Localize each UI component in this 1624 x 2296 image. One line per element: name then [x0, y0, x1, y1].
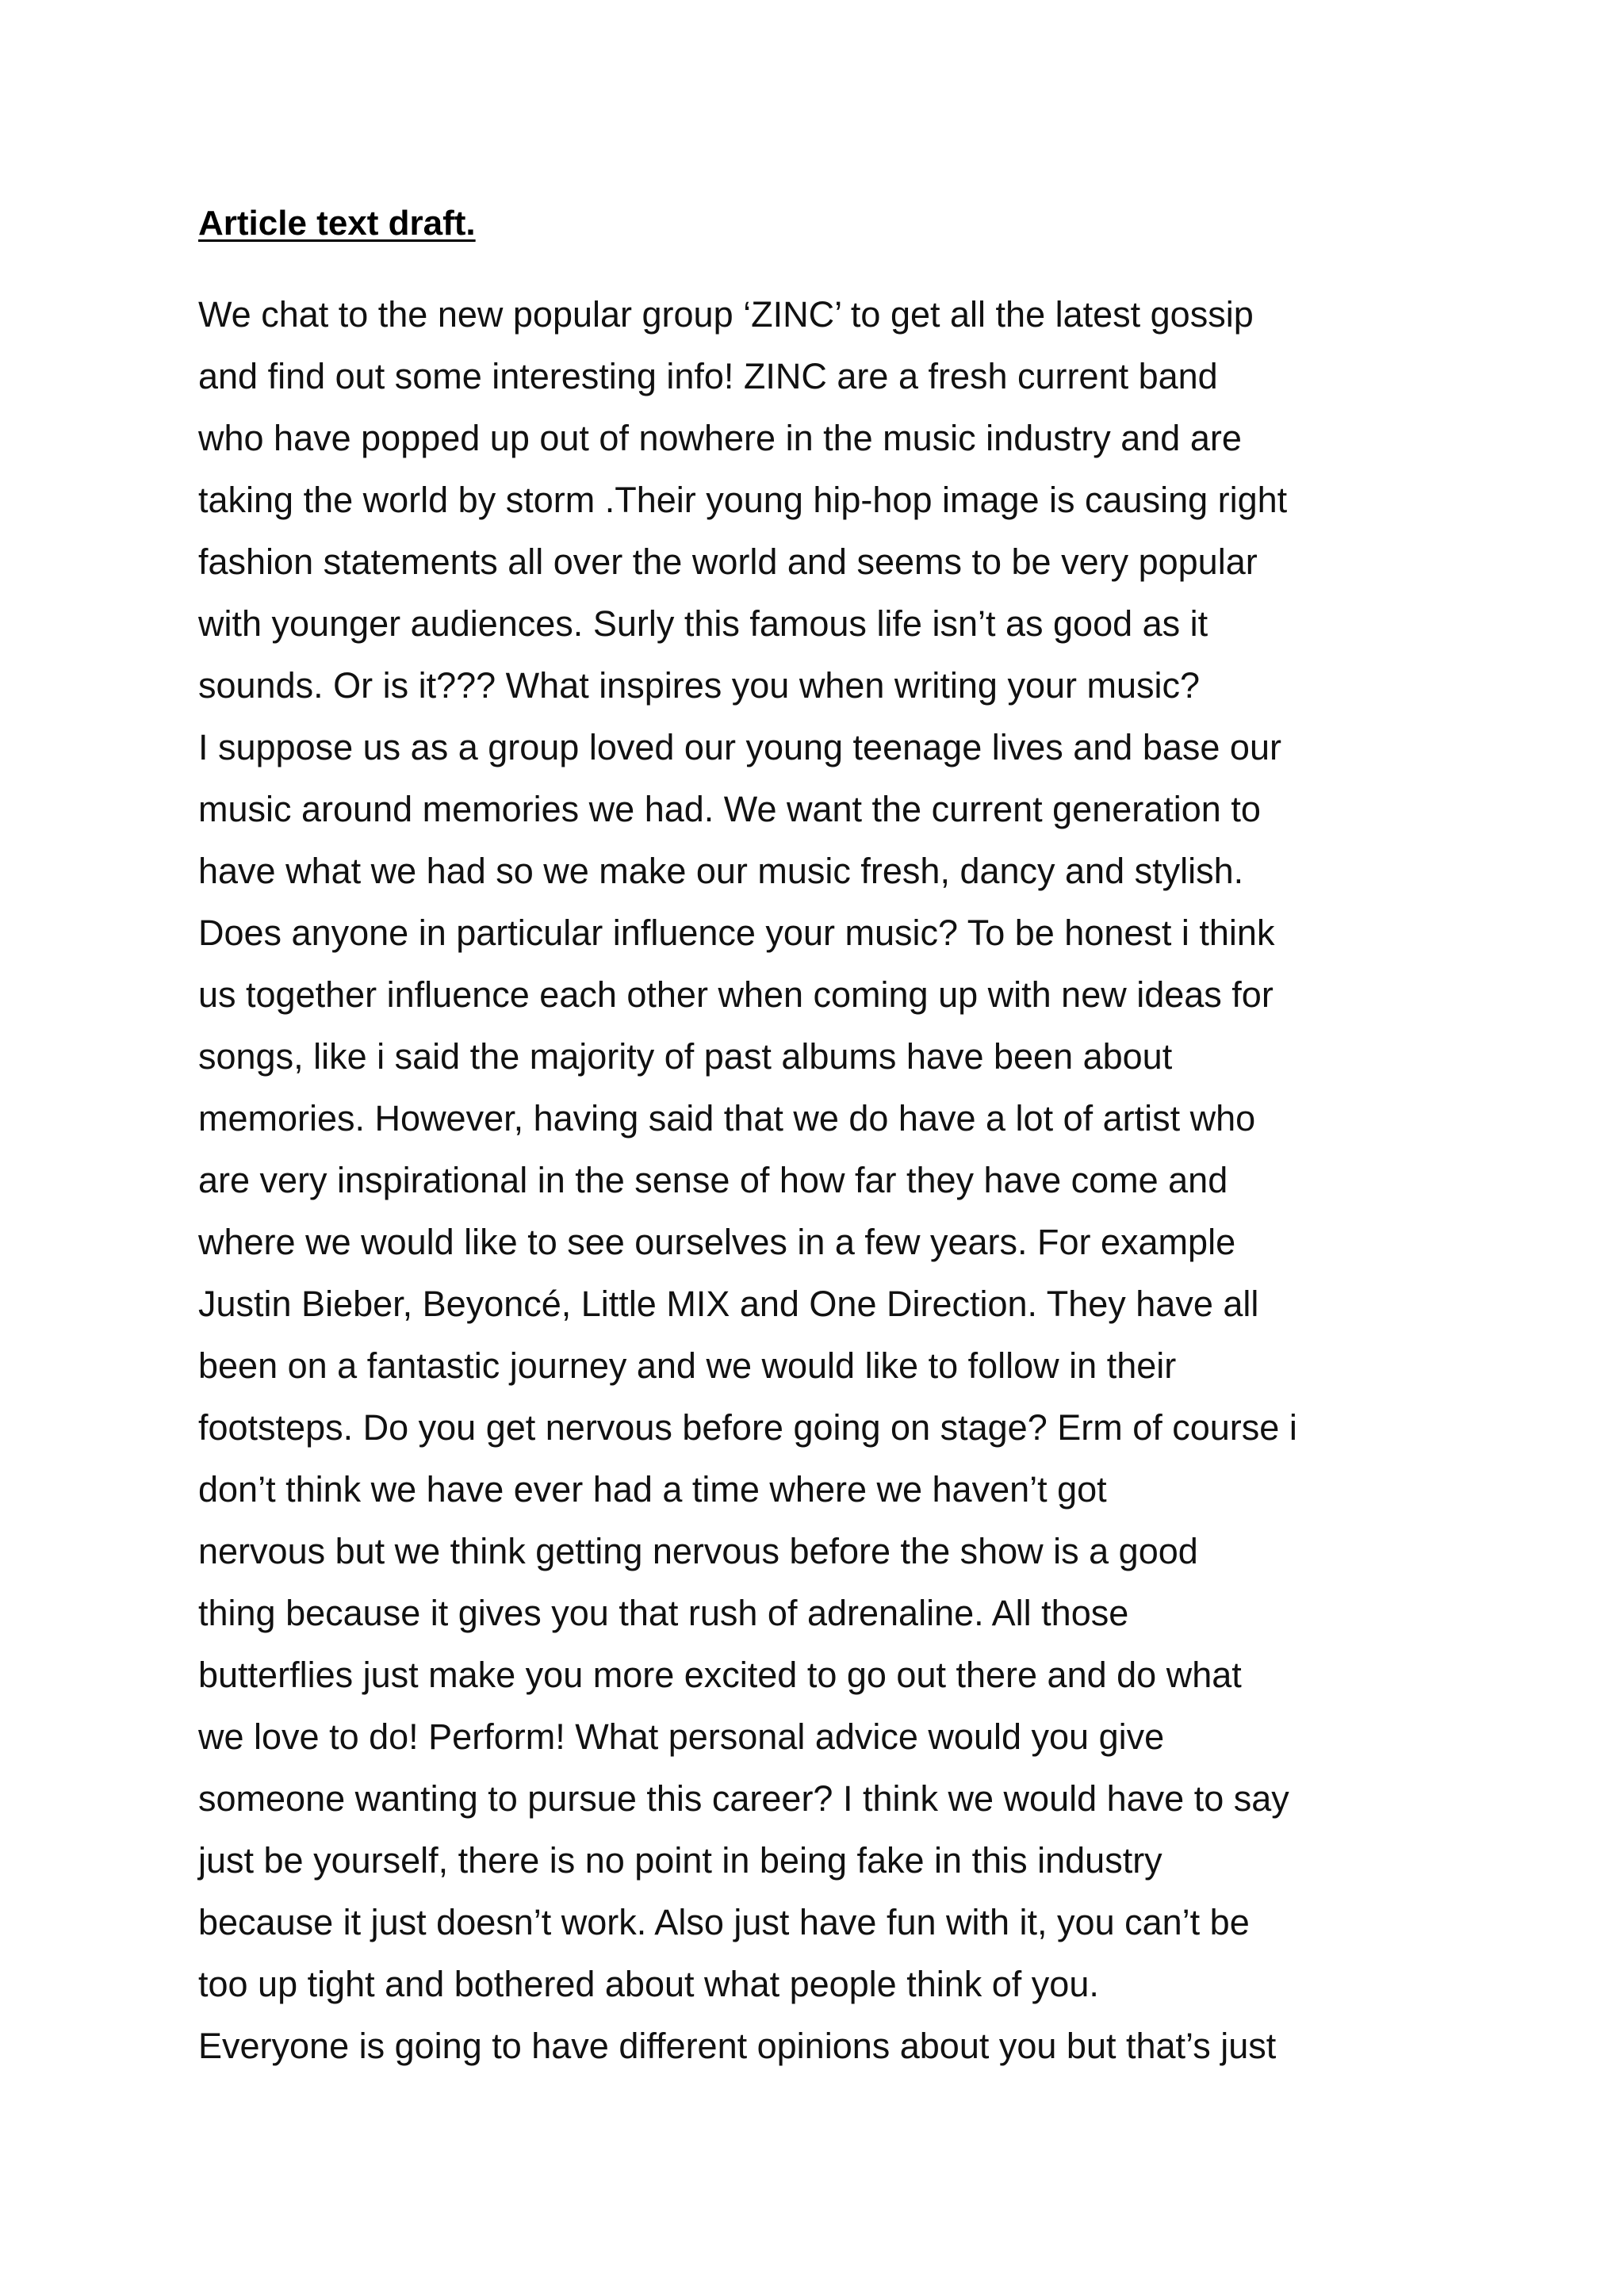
body-line: just be yourself, there is no point in being fake in this industry — [198, 1840, 1162, 1881]
body-line: are very inspirational in the sense of how far they have come and — [198, 1160, 1228, 1200]
body-line: music around memories we had. We want the current generation to — [198, 789, 1261, 829]
body-line: thing because it gives you that rush of adrenaline. All those — [198, 1593, 1129, 1633]
body-line: I suppose us as a group loved our young teenage lives and base our — [198, 727, 1281, 767]
body-line: songs, like i said the majority of past albums have been about — [198, 1036, 1173, 1077]
article-heading: Article text draft. — [198, 204, 476, 243]
body-line: because it just doesn’t work. Also just have fun with it, you can’t be — [198, 1902, 1250, 1942]
body-line: with younger audiences. Surly this famous life isn’t as good as it — [198, 603, 1208, 644]
body-line: where we would like to see ourselves in a few years. For example — [198, 1222, 1236, 1262]
body-line: taking the world by storm .Their young hip-hop image is causing right — [198, 480, 1288, 520]
body-line: memories. However, having said that we do have a lot of artist who — [198, 1098, 1256, 1138]
body-line: we love to do! Perform! What personal advice would you give — [198, 1716, 1165, 1757]
body-line: who have popped up out of nowhere in the music industry and are — [198, 418, 1242, 458]
body-line: Everyone is going to have different opinions about you but that’s just — [198, 2026, 1277, 2066]
article-body — [198, 284, 1435, 2077]
body-line: sounds. Or is it??? What inspires you when writing your music? — [198, 665, 1201, 706]
body-line: butterflies just make you more excited to go out there and do what — [198, 1655, 1242, 1695]
body-line: fashion statements all over the world and seems to be very popular — [198, 541, 1258, 582]
body-line: too up tight and bothered about what people think of you. — [198, 1964, 1099, 2004]
body-line: someone wanting to pursue this career? I think we would have to say — [198, 1778, 1289, 1819]
body-line: We chat to the new popular group ‘ZINC’ to get all the latest gossip — [198, 294, 1254, 335]
body-line: have what we had so we make our music fresh, dancy and stylish. — [198, 851, 1244, 891]
body-line: and find out some interesting info! ZINC are a fresh current band — [198, 356, 1218, 396]
body-line: us together influence each other when coming up with new ideas for — [198, 974, 1274, 1015]
body-line: footsteps. Do you get nervous before going on stage? Erm of course i — [198, 1407, 1297, 1448]
body-line: Does anyone in particular influence your music? To be honest i think — [198, 913, 1275, 953]
body-line: don’t think we have ever had a time where we haven’t got — [198, 1469, 1107, 1510]
body-line: nervous but we think getting nervous before the show is a good — [198, 1531, 1198, 1571]
body-line: been on a fantastic journey and we would like to follow in their — [198, 1345, 1177, 1386]
body-line: Justin Bieber, Beyoncé, Little MIX and One Direction. They have all — [198, 1284, 1259, 1324]
